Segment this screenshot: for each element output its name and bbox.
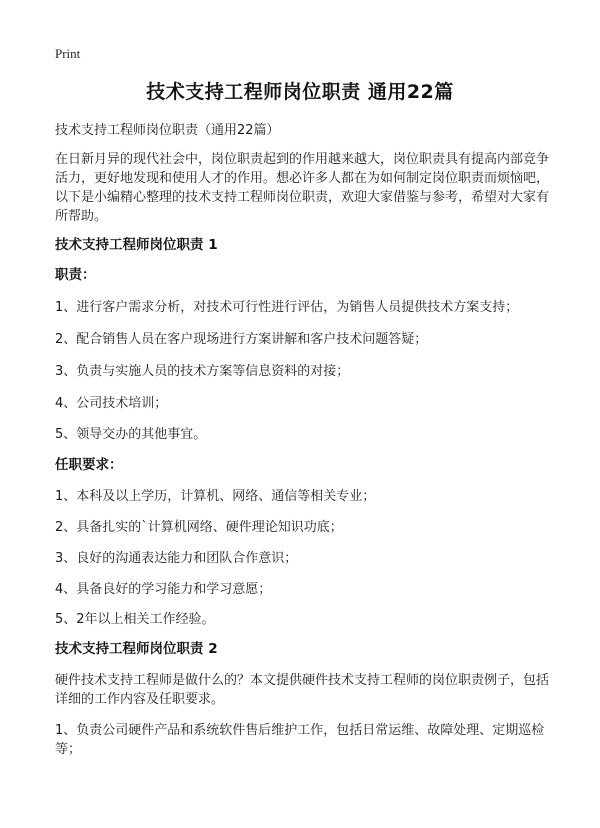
section-2-intro: 硬件技术支持工程师是做什么的？本文提供硬件技术支持工程师的岗位职责例子，包括详细的工作内容及任职要求。 (55, 673, 550, 707)
document-title: 技术支持工程师岗位职责 通用22篇 (146, 81, 454, 103)
requirement-item-3: 3、良好的沟通表达能力和团队合作意识； (55, 551, 298, 566)
requirement-item-1: 1、本科及以上学历，计算机、网络、通信等相关专业； (55, 489, 376, 504)
section-2-heading: 技术支持工程师岗位职责 2 (55, 641, 218, 657)
intro-paragraph: 在日新月异的现代社会中，岗位职责起到的作用越来越大，岗位职责具有提高内部竞争活力，更好地发现和使用人才的作用。想必许多人都在为如何制定岗位职责而烦恼吧，以下是小编精心整理的技术支持工程师岗位职责，欢迎大家借鉴与参考，希望对大家有所帮助。 (55, 152, 550, 224)
duty-item-1: 1、进行客户需求分析，对技术可行性进行评估，为销售人员提供技术方案支持； (55, 300, 519, 315)
duty-item-4: 4、公司技术培训； (55, 396, 168, 411)
requirement-item-4: 4、具备良好的学习能力和学习意愿； (55, 582, 272, 597)
requirements-heading: 任职要求： (55, 457, 123, 473)
document-subtitle: 技术支持工程师岗位职责（通用22篇） (55, 123, 280, 138)
duty-item-5: 5、领导交办的其他事宜。 (55, 427, 207, 442)
section-1-heading: 技术支持工程师岗位职责 1 (55, 237, 218, 253)
duty-item-3: 3、负责与实施人员的技术方案等信息资料的对接； (55, 364, 350, 379)
duties-heading: 职责： (55, 267, 96, 283)
duty-item-2: 2、配合销售人员在客户现场进行方案讲解和客户技术问题答疑； (55, 332, 428, 347)
requirement-item-2: 2、具备扎实的`计算机网络、硬件理论知识功底； (55, 520, 343, 535)
section-2-duty-item-1: 1、负责公司硬件产品和系统软件售后维护工作，包括日常运维、故障处理、定期巡检等； (55, 723, 545, 757)
print-link[interactable]: Print (55, 46, 81, 61)
requirement-item-5: 5、2年以上相关工作经验。 (55, 612, 215, 627)
